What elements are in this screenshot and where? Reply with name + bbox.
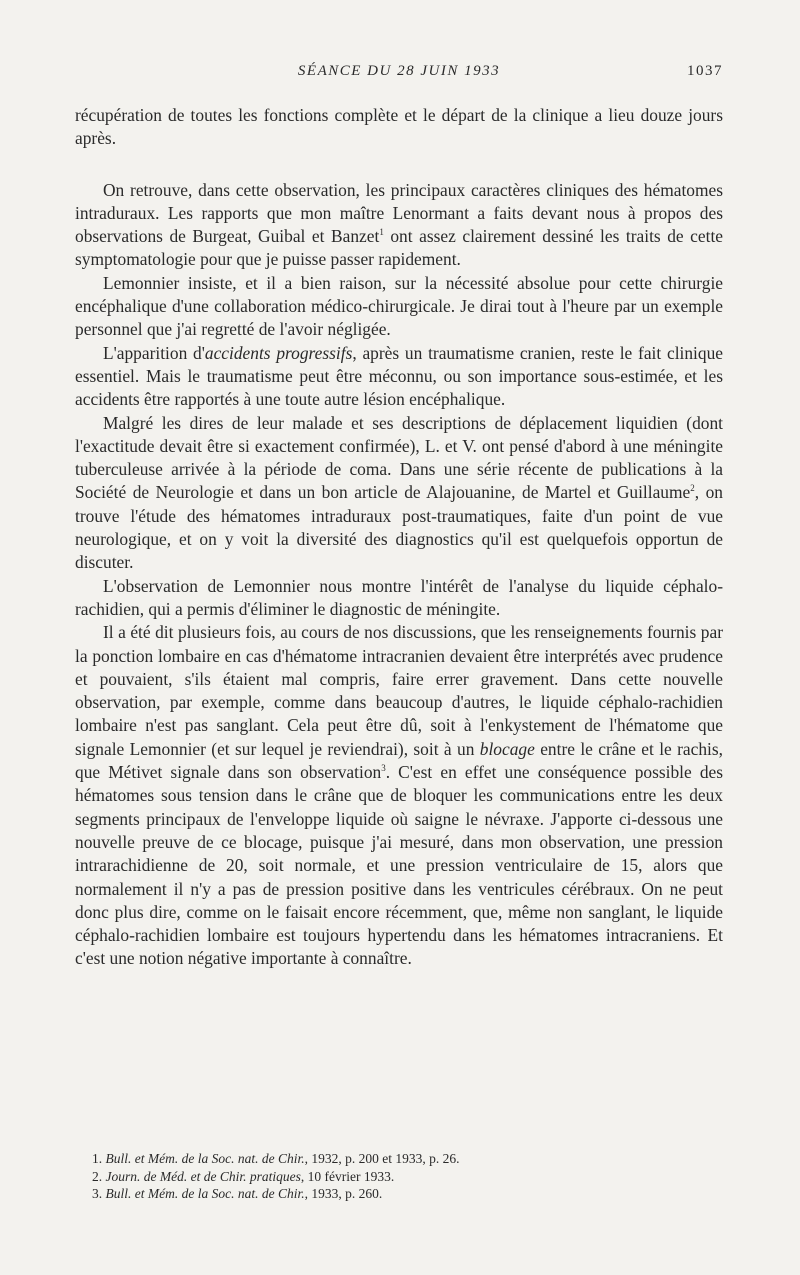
footnote-3: 3. Bull. et Mém. de la Soc. nat. de Chir., 1933, p. 260. xyxy=(92,1186,383,1202)
emphasis-text: accidents progressifs xyxy=(204,342,353,363)
running-title: SÉANCE DU 28 JUIN 1933 xyxy=(297,63,501,79)
paragraph-progressive-accidents: L'apparition d'accidents progressifs, après un traumatisme cranien, reste le fait clinique essentiel. Mais le traumatisme peut être méconnu, ou son importance sous-estimée, et les accidents être rapportés à une toute autre lésion encéphalique. xyxy=(75,342,723,410)
emphasis-text: blocage xyxy=(479,738,535,759)
paragraph-continuation: récupération de toutes les fonctions complète et le départ de la clinique a lieu douze jours après. xyxy=(75,105,723,149)
paragraph-diagnosis: Malgré les dires de leur malade et ses descriptions de déplacement liquidien (dont l'exactitude devait être si exactement confirmée), L. et V. ont pensé d'abord à une méningite tuberculeuse arrivée à la période de coma. Dans une série récente de publications à la Société de Neurologie et dans un bon article de Alajouanine, de Martel et Guillaume$^2$, on trouve l'étude des hématomes intraduraux post-traumatiques, faite d'un point de vue neurologique, et on y voit la diversité des diagnostics qu'il est quelquefois opportun de discuter. xyxy=(75,412,723,573)
body-text xyxy=(75,104,723,971)
footnote-ref-1: 1 xyxy=(379,227,384,238)
paragraph-observation-summary: On retrouve, dans cette observation, les principaux caractères cliniques des hématomes intraduraux. Les rapports que mon maître Lenormant a faits devant nous à propos des observations de Burgeat, Guibal et Banzet$^1$ ont assez clairement dessiné les traits de cette symptomatologie pour que je puisse passer rapidement. xyxy=(75,179,723,270)
footnote-ref-3: 3 xyxy=(381,763,386,774)
running-head xyxy=(75,63,723,87)
paragraph-lumbar-puncture: Il a été dit plusieurs fois, au cours de nos discussions, que les renseignements fournis par la ponction lombaire en cas d'hématome intracranien devaient être interprétés avec prudence et pouvaient, s'ils étaient mal compris, faire errer gravement. Dans cette nouvelle observation, par exemple, comme dans beaucoup d'autres, le liquide céphalo-rachidien lombaire n'est pas sanglant. Cela peut être dû, soit à l'enkystement de l'hématome que signale Lemonnier (et sur lequel je reviendrai), soit à un blocage entre le crâne et le rachis, que Métivet signale dans son observation$^3$. C'est en effet une conséquence possible des hématomes sous tension dans le crâne que de bloquer les communications entre les deux segments principaux de l'enveloppe liquide où saigne le névraxe. J'apporte ci-dessous une nouvelle preuve de ce blocage, puisque j'ai mesuré, dans mon observation, une pression intrarachidienne de 20, soit normale, et une pression ventriculaire de 15, alors que normalement il n'y a pas de pression positive dans les ventricules cérébraux. On ne peut donc plus dire, comme on le faisait encore récemment, que, même non sanglant, le liquide céphalo-rachidien lombaire est toujours hypertendu dans les hématomes intracraniens. Et c'est une notion négative importante à connaître. xyxy=(75,622,724,969)
footnote-ref-2: 2 xyxy=(690,483,695,494)
footnote-1: 1. Bull. et Mém. de la Soc. nat. de Chir., 1932, p. 200 et 1933, p. 26. xyxy=(92,1151,460,1166)
paragraph-collaboration: Lemonnier insiste, et il a bien raison, sur la nécessité absolue pour cette chirurgie encéphalique d'une collaboration médico-chirurgicale. Je dirai tout à l'heure par un exemple personnel que j'ai regretté de l'avoir négligée. xyxy=(75,272,723,340)
footnote-2: 2. Journ. de Méd. et de Chir. pratiques, 10 février 1933. xyxy=(92,1168,395,1184)
paragraph-csf-analysis: L'observation de Lemonnier nous montre l'intérêt de l'analyse du liquide céphalo-rachidien, qui a permis d'éliminer le diagnostic de méningite. xyxy=(75,575,723,619)
page-number: 1037 xyxy=(687,63,723,79)
footnotes xyxy=(92,1150,712,1203)
